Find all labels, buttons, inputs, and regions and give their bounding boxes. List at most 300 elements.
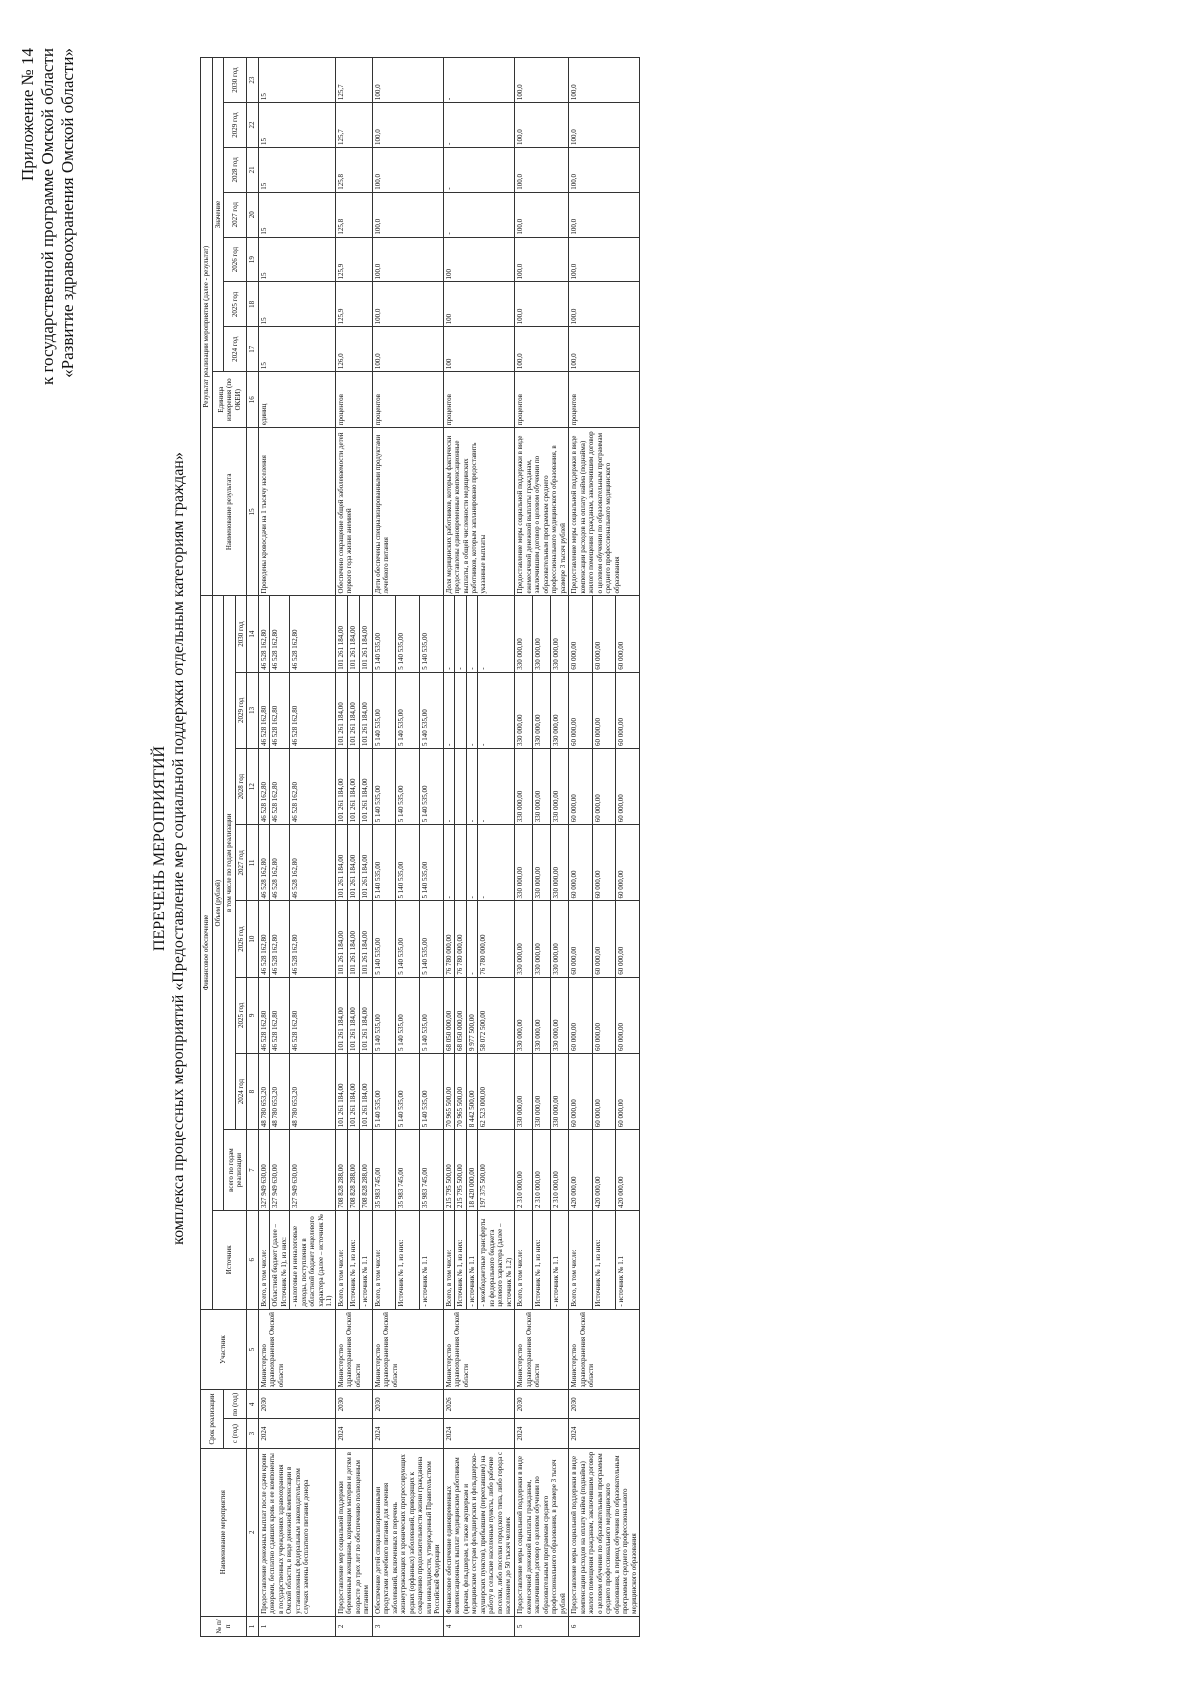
finance-amount: 330 000,00: [515, 977, 533, 1053]
finance-amount: 330 000,00: [551, 1053, 569, 1129]
result-value: 100,0: [372, 282, 443, 327]
finance-amount: 5 140 535,00: [372, 596, 396, 672]
finance-source: Всего, в том числе:: [335, 1210, 347, 1309]
finance-amount: 18 420 000,00: [466, 1130, 478, 1211]
term-to: 2030: [258, 1390, 335, 1419]
finance-amount: 48 780 653,20: [270, 1053, 290, 1129]
finance-amount: 35 983 745,00: [396, 1130, 420, 1211]
finance-amount: 330 000,00: [551, 596, 569, 672]
finance-amount: 5 140 535,00: [419, 672, 443, 748]
finance-amount: 60 000,00: [569, 825, 593, 901]
finance-amount: 76 780 000,00: [443, 901, 455, 977]
finance-amount: 5 140 535,00: [419, 825, 443, 901]
term-from: 2024: [258, 1419, 335, 1448]
result-value: 100,0: [372, 103, 443, 148]
finance-amount: 2 310 000,00: [515, 1130, 533, 1211]
finance-amount: 101 261 184,00: [335, 825, 347, 901]
finance-amount: 101 261 184,00: [347, 825, 359, 901]
finance-amount: 101 261 184,00: [360, 748, 372, 824]
row-number: 2: [335, 1616, 372, 1636]
result-unit: процентов: [372, 372, 443, 428]
term-to: 2026: [443, 1390, 515, 1419]
column-number: 17: [247, 327, 259, 372]
table-row: [569, 58, 593, 1637]
result-value: -: [443, 147, 515, 192]
finance-amount: 76 780 000,00: [478, 901, 515, 977]
column-number: 18: [247, 282, 259, 327]
finance-source: Всего, в том числе:: [515, 1210, 533, 1309]
document-title: [150, 0, 188, 1697]
finance-amount: 197 375 500,00: [478, 1130, 515, 1211]
column-number: 4: [247, 1390, 259, 1419]
finance-amount: 5 140 535,00: [372, 825, 396, 901]
result-name: Обеспечено сокращение общей заболеваемости детей первого года жизни анемией: [335, 428, 372, 596]
finance-amount: 70 965 500,00: [455, 1053, 467, 1129]
finance-amount: 46 528 162,80: [258, 596, 270, 672]
finance-amount: 60 000,00: [569, 748, 593, 824]
result-value: 100,0: [515, 192, 569, 237]
result-value: 125,7: [335, 103, 372, 148]
finance-amount: -: [478, 672, 515, 748]
result-value: 100,0: [569, 327, 640, 372]
result-value: 125,9: [335, 282, 372, 327]
finance-amount: 330 000,00: [533, 596, 551, 672]
table-row: [335, 58, 347, 1637]
finance-amount: 60 000,00: [569, 977, 593, 1053]
finance-amount: 420 000,00: [592, 1130, 616, 1211]
finance-amount: 2 310 000,00: [551, 1130, 569, 1211]
header-total: всего по годам реализации: [224, 1130, 247, 1211]
annex-line-3: «Развитие здравоохранения Омской области»: [58, 48, 77, 378]
finance-source: Источник № 1, из них:: [592, 1210, 616, 1309]
finance-amount: 70 965 500,00: [443, 1053, 455, 1129]
result-value: 100,0: [515, 237, 569, 282]
column-number: 12: [247, 748, 259, 824]
annex-line-1: Приложение № 14: [18, 48, 37, 181]
finance-amount: 60 000,00: [592, 825, 616, 901]
finance-amount: 708 828 288,00: [347, 1130, 359, 1211]
column-number: 21: [247, 147, 259, 192]
finance-amount: 60 000,00: [569, 672, 593, 748]
finance-amount: 60 000,00: [569, 596, 593, 672]
finance-amount: -: [443, 672, 455, 748]
finance-amount: 60 000,00: [616, 977, 640, 1053]
term-to: 2030: [335, 1390, 372, 1419]
finance-amount: 5 140 535,00: [419, 901, 443, 977]
finance-amount: 46 528 162,80: [290, 901, 336, 977]
result-unit: процентов: [569, 372, 640, 428]
measure-name: Предоставление денежных выплат после сдачи крови донорами, бесплатно сдавших кровь и ее компоненты в государственных учреждениях здравоохранения Омской области, в виде денежной компенсации в установленных федеральным законодательством случаях замены бесплатного питания донора: [258, 1448, 335, 1616]
header-value-year: 2028 год: [224, 147, 247, 192]
finance-source: - межбюджетные трансферты из федерального бюджета целевого характера (далее – источник № 1.2): [478, 1210, 515, 1309]
result-unit: процентов: [443, 372, 515, 428]
column-number: 20: [247, 192, 259, 237]
finance-amount: 330 000,00: [551, 901, 569, 977]
result-value: 100,0: [515, 147, 569, 192]
result-value: 100,0: [515, 58, 569, 103]
annex-header: [18, 48, 78, 385]
finance-amount: -: [478, 596, 515, 672]
finance-amount: 8 442 500,00: [466, 1053, 478, 1129]
result-value: 15: [258, 282, 335, 327]
finance-amount: 5 140 535,00: [372, 748, 396, 824]
finance-amount: 48 780 653,20: [290, 1053, 336, 1129]
result-value: -: [443, 58, 515, 103]
column-number: 23: [247, 58, 259, 103]
finance-amount: 101 261 184,00: [347, 1053, 359, 1129]
measure-name: Предоставление меры социальной поддержки в виде компенсации расходов на оплату найма (поднайма) жилого помещения гражданам, заключившим договор о целевом обучении по образовательным программам среднего профессионального медицинского образования, в период обучения по образовательным программам среднего профессионального медицинского образования: [569, 1448, 640, 1616]
result-name: Предоставление меры социальной поддержки в виде компенсации расходов на оплату найма (поднайма) жилого помещения гражданам, заключившим договор о целевом обучении по образовательным программам среднего профессионального медицинского образования: [569, 428, 640, 596]
finance-amount: 327 949 630,00: [270, 1130, 290, 1211]
result-unit: процентов: [335, 372, 372, 428]
table-row: [443, 58, 455, 1637]
finance-source: Всего, в том числе:: [443, 1210, 455, 1309]
finance-amount: 5 140 535,00: [396, 901, 420, 977]
column-number: 6: [247, 1210, 259, 1309]
finance-amount: 330 000,00: [515, 1053, 533, 1129]
header-result-name: Наименование результата: [212, 428, 247, 596]
finance-source: - источник № 1.1: [360, 1210, 372, 1309]
finance-amount: 46 528 162,80: [290, 977, 336, 1053]
finance-amount: 60 000,00: [592, 901, 616, 977]
header-value-year: 2025 год: [224, 282, 247, 327]
finance-amount: 5 140 535,00: [396, 748, 420, 824]
result-value: 100,0: [372, 327, 443, 372]
finance-amount: 101 261 184,00: [360, 977, 372, 1053]
finance-amount: 62 523 000,00: [478, 1053, 515, 1129]
finance-amount: 46 528 162,80: [270, 977, 290, 1053]
header-value: Значение: [212, 58, 224, 372]
finance-amount: 46 528 162,80: [258, 977, 270, 1053]
finance-amount: 101 261 184,00: [335, 901, 347, 977]
result-unit: процентов: [515, 372, 569, 428]
finance-source: - источник № 1.1: [419, 1210, 443, 1309]
finance-amount: 330 000,00: [515, 901, 533, 977]
finance-amount: 330 000,00: [515, 596, 533, 672]
finance-amount: 215 795 500,00: [455, 1130, 467, 1211]
measure-name: Обеспечение детей специализированными продуктами лечебного питания для лечения заболеваний, включенных в перечень жизнеугрожающих и хронических прогрессирующих редких (орфанных) заболеваний, приводящих к сокращению продолжительности жизни гражданина или инвалидности, утвержденный Правительством Российской Федерации: [372, 1448, 443, 1616]
header-source: Источник: [212, 1210, 247, 1309]
finance-source: Всего, в том числе:: [258, 1210, 270, 1309]
finance-amount: 330 000,00: [533, 748, 551, 824]
result-value: 100,0: [515, 282, 569, 327]
finance-amount: 35 983 745,00: [372, 1130, 396, 1211]
term-from: 2024: [443, 1419, 515, 1448]
column-number: 5: [247, 1309, 259, 1390]
finance-amount: 101 261 184,00: [335, 596, 347, 672]
result-name: Доля медицинских работников, которым фактически предоставлены единовременные компенсационные выплаты, в общей численности медицинских работников, которым запланировано предоставить указанные выплаты: [443, 428, 515, 596]
finance-amount: 60 000,00: [592, 748, 616, 824]
finance-amount: 101 261 184,00: [360, 672, 372, 748]
column-number: 16: [247, 372, 259, 428]
finance-amount: 46 528 162,80: [290, 596, 336, 672]
finance-amount: 60 000,00: [592, 596, 616, 672]
header-from: с (год): [224, 1419, 247, 1448]
column-number: 13: [247, 672, 259, 748]
finance-amount: 5 140 535,00: [419, 596, 443, 672]
finance-amount: 35 983 745,00: [419, 1130, 443, 1211]
header-unit: Единица измерения (по ОКЕИ): [212, 372, 247, 428]
result-value: 100,0: [372, 192, 443, 237]
finance-amount: 708 828 288,00: [360, 1130, 372, 1211]
column-number: 9: [247, 977, 259, 1053]
finance-amount: 46 528 162,80: [258, 672, 270, 748]
finance-amount: 101 261 184,00: [335, 748, 347, 824]
row-number: 4: [443, 1616, 515, 1636]
finance-amount: 46 528 162,80: [270, 825, 290, 901]
header-participant: Участник: [201, 1309, 247, 1390]
table-row: [372, 58, 396, 1637]
finance-amount: 101 261 184,00: [347, 977, 359, 1053]
finance-amount: 5 140 535,00: [419, 748, 443, 824]
finance-amount: 330 000,00: [533, 901, 551, 977]
result-value: -: [443, 192, 515, 237]
finance-source: Источник № 1, из них:: [396, 1210, 420, 1309]
finance-amount: 46 528 162,80: [258, 825, 270, 901]
finance-amount: 68 050 000,00: [455, 977, 467, 1053]
finance-amount: 9 977 500,00: [466, 977, 478, 1053]
header-fin-year: 2030 год: [235, 596, 247, 672]
finance-amount: 101 261 184,00: [360, 901, 372, 977]
term-to: 2030: [569, 1390, 640, 1419]
finance-source: Источник № 1, из них:: [347, 1210, 359, 1309]
finance-amount: 60 000,00: [616, 748, 640, 824]
result-value: 100,0: [569, 237, 640, 282]
finance-amount: 327 949 630,00: [290, 1130, 336, 1211]
finance-amount: 330 000,00: [551, 825, 569, 901]
column-number: 15: [247, 428, 259, 596]
header-num: № п/п: [201, 1616, 247, 1636]
finance-amount: 60 000,00: [616, 672, 640, 748]
header-result: Результат реализации мероприятия (далее - результат): [201, 58, 213, 596]
result-value: 100,0: [372, 58, 443, 103]
finance-amount: 5 140 535,00: [396, 1053, 420, 1129]
result-value: 100,0: [372, 237, 443, 282]
column-number: 14: [247, 596, 259, 672]
finance-amount: -: [443, 596, 455, 672]
result-name: Проведены кровосдачи на 1 тысячу населения: [258, 428, 335, 596]
measures-table: [200, 57, 640, 1637]
result-value: 15: [258, 103, 335, 148]
finance-amount: 60 000,00: [616, 901, 640, 977]
finance-amount: 5 140 535,00: [396, 596, 420, 672]
finance-amount: 101 261 184,00: [347, 672, 359, 748]
finance-amount: 5 140 535,00: [372, 672, 396, 748]
finance-amount: -: [466, 748, 478, 824]
column-number: 11: [247, 825, 259, 901]
participant: Министерство здравоохранения Омской области: [372, 1309, 443, 1390]
term-from: 2024: [335, 1419, 372, 1448]
finance-amount: 5 140 535,00: [419, 977, 443, 1053]
title-line-2: комплекса процессных мероприятий «Предоставление мер социальной поддержки отдельным категориям граждан»: [170, 452, 187, 1245]
finance-amount: -: [466, 901, 478, 977]
participant: Министерство здравоохранения Омской области: [335, 1309, 372, 1390]
result-value: 15: [258, 58, 335, 103]
header-to: по (год): [224, 1390, 247, 1419]
finance-amount: 101 261 184,00: [335, 1053, 347, 1129]
finance-amount: 60 000,00: [592, 672, 616, 748]
finance-amount: 60 000,00: [616, 825, 640, 901]
column-numbers-row: [247, 58, 259, 1637]
finance-amount: -: [466, 672, 478, 748]
table-row: [258, 58, 270, 1637]
finance-amount: 58 072 500,00: [478, 977, 515, 1053]
header-term: Срок реализации: [201, 1390, 224, 1448]
term-from: 2024: [372, 1419, 443, 1448]
result-value: 100,0: [515, 103, 569, 148]
finance-source: Источник № 1, из них:: [455, 1210, 467, 1309]
finance-source: Всего, в том числе:: [372, 1210, 396, 1309]
finance-amount: -: [455, 596, 467, 672]
term-to: 2030: [515, 1390, 569, 1419]
measure-name: Предоставление мер социальной поддержки беременным женщинам, кормящим матерям и детям в возрасте до трех лет по обеспечению полноценным питанием: [335, 1448, 372, 1616]
column-number: 22: [247, 103, 259, 148]
header-volume: Объем (рублей): [212, 596, 224, 1211]
finance-amount: 5 140 535,00: [396, 825, 420, 901]
participant: Министерство здравоохранения Омской области: [515, 1309, 569, 1390]
finance-amount: 101 261 184,00: [347, 596, 359, 672]
header-fin-year: 2026 год: [235, 901, 247, 977]
result-value: 15: [258, 147, 335, 192]
annex-line-2: к государственной программе Омской области: [38, 48, 57, 385]
column-number: 19: [247, 237, 259, 282]
finance-amount: 60 000,00: [569, 901, 593, 977]
header-fin-year: 2028 год: [235, 748, 247, 824]
result-value: 100,0: [569, 103, 640, 148]
column-number: 1: [247, 1616, 259, 1636]
finance-amount: 101 261 184,00: [347, 748, 359, 824]
result-name: Предоставление меры социальной поддержки в виде ежемесячной денежной выплаты гражданам, заключившим договор о целевом обучении по образовательным программам среднего профессионального медицинского образования, в размере 3 тысяч рублей: [515, 428, 569, 596]
finance-amount: 46 528 162,80: [270, 901, 290, 977]
result-name: Дети обеспечены специализированными продуктами лечебного питания: [372, 428, 443, 596]
finance-amount: 215 795 500,00: [443, 1130, 455, 1211]
table-row: [515, 58, 533, 1637]
result-value: 125,8: [335, 192, 372, 237]
finance-amount: 330 000,00: [533, 1053, 551, 1129]
header-value-year: 2026 год: [224, 237, 247, 282]
table-body: [258, 58, 640, 1637]
term-from: 2024: [569, 1419, 640, 1448]
finance-amount: 5 140 535,00: [372, 901, 396, 977]
finance-amount: 330 000,00: [551, 748, 569, 824]
finance-amount: 708 828 288,00: [335, 1130, 347, 1211]
finance-amount: 5 140 535,00: [372, 977, 396, 1053]
header-fin-year: 2024 год: [235, 1053, 247, 1129]
finance-amount: 46 528 162,80: [290, 748, 336, 824]
result-value: 100,0: [569, 192, 640, 237]
finance-amount: 101 261 184,00: [360, 825, 372, 901]
result-value: 100,0: [515, 327, 569, 372]
result-value: 100: [443, 327, 515, 372]
result-value: 125,9: [335, 237, 372, 282]
title-line-1: ПЕРЕЧЕНЬ МЕРОПРИЯТИЙ: [151, 745, 168, 952]
finance-amount: 327 949 630,00: [258, 1130, 270, 1211]
result-value: 100,0: [372, 147, 443, 192]
term-to: 2030: [372, 1390, 443, 1419]
finance-amount: 101 261 184,00: [347, 901, 359, 977]
column-number: 8: [247, 1053, 259, 1129]
header-fin-year: 2027 год: [235, 825, 247, 901]
participant: Министерство здравоохранения Омской области: [569, 1309, 640, 1390]
result-unit: единиц: [258, 372, 335, 428]
finance-amount: 5 140 535,00: [396, 977, 420, 1053]
row-number: 3: [372, 1616, 443, 1636]
finance-amount: -: [443, 825, 455, 901]
finance-amount: 46 528 162,80: [258, 901, 270, 977]
finance-amount: 5 140 535,00: [396, 672, 420, 748]
result-value: 100: [443, 237, 515, 282]
finance-amount: -: [443, 748, 455, 824]
finance-amount: 420 000,00: [616, 1130, 640, 1211]
finance-amount: 330 000,00: [515, 672, 533, 748]
header-name: Наименование мероприятия: [201, 1448, 247, 1616]
finance-source: - налоговые и неналоговые доходы, поступления в областной бюджет нецелевого характера (далее – источник № 1.1): [290, 1210, 336, 1309]
row-number: 6: [569, 1616, 640, 1636]
finance-amount: 101 261 184,00: [360, 596, 372, 672]
participant: Министерство здравоохранения Омской области: [443, 1309, 515, 1390]
measure-name: Финансовое обеспечение единовременных компенсационных выплат медицинским работникам (врачам, фельдшерам, а также акушеркам и медицинским сестрам фельдшерских и фельдшерско-акушерских пунктов), прибывшим (переехавшим) на работу в сельские населенные пункты, либо рабочие поселки, либо поселки городского типа, либо города с населением до 50 тысяч человек: [443, 1448, 515, 1616]
finance-amount: 48 780 653,20: [258, 1053, 270, 1129]
finance-source: Источник № 1, из них:: [533, 1210, 551, 1309]
result-value: 126,0: [335, 327, 372, 372]
column-number: 7: [247, 1130, 259, 1211]
result-value: 15: [258, 327, 335, 372]
column-number: 3: [247, 1419, 259, 1448]
finance-amount: 46 528 162,80: [270, 748, 290, 824]
header-value-year: 2024 год: [224, 327, 247, 372]
row-number: 1: [258, 1616, 335, 1636]
finance-amount: 330 000,00: [551, 977, 569, 1053]
finance-amount: [455, 748, 467, 824]
result-value: 125,8: [335, 147, 372, 192]
finance-amount: 5 140 535,00: [372, 1053, 396, 1129]
finance-amount: 330 000,00: [515, 825, 533, 901]
finance-amount: [455, 825, 467, 901]
finance-amount: 420 000,00: [569, 1130, 593, 1211]
column-number: 2: [247, 1448, 259, 1616]
finance-amount: 330 000,00: [551, 672, 569, 748]
finance-amount: [455, 672, 467, 748]
finance-amount: 101 261 184,00: [360, 1053, 372, 1129]
finance-amount: 330 000,00: [515, 748, 533, 824]
result-value: 100,0: [569, 282, 640, 327]
finance-amount: 60 000,00: [616, 596, 640, 672]
finance-source: - источник № 1.1: [551, 1210, 569, 1309]
finance-amount: -: [478, 825, 515, 901]
finance-source: - источник № 1.1: [616, 1210, 640, 1309]
result-value: 15: [258, 192, 335, 237]
finance-source: Областной бюджет (далее – Источник № 1), из них:: [270, 1210, 290, 1309]
result-value: 125,7: [335, 58, 372, 103]
finance-amount: 330 000,00: [533, 825, 551, 901]
finance-amount: 46 528 162,80: [258, 748, 270, 824]
finance-amount: 101 261 184,00: [335, 672, 347, 748]
result-value: 100: [443, 282, 515, 327]
finance-source: Всего, в том числе:: [569, 1210, 593, 1309]
result-value: 100,0: [569, 58, 640, 103]
finance-amount: 101 261 184,00: [335, 977, 347, 1053]
finance-amount: 46 528 162,80: [270, 672, 290, 748]
finance-amount: -: [466, 825, 478, 901]
participant: Министерство здравоохранения Омской области: [258, 1309, 335, 1390]
finance-source: - источник № 1.1: [466, 1210, 478, 1309]
measure-name: Предоставление меры социальной поддержки в виде ежемесячной денежной выплаты гражданам, заключившим договор о целевом обучении по образовательным программам среднего профессионального образования, в размере 3 тысяч рублей: [515, 1448, 569, 1616]
column-number: 10: [247, 901, 259, 977]
finance-amount: 76 780 000,00: [455, 901, 467, 977]
finance-amount: 330 000,00: [533, 672, 551, 748]
finance-amount: 2 310 000,00: [533, 1130, 551, 1211]
finance-amount: -: [478, 748, 515, 824]
